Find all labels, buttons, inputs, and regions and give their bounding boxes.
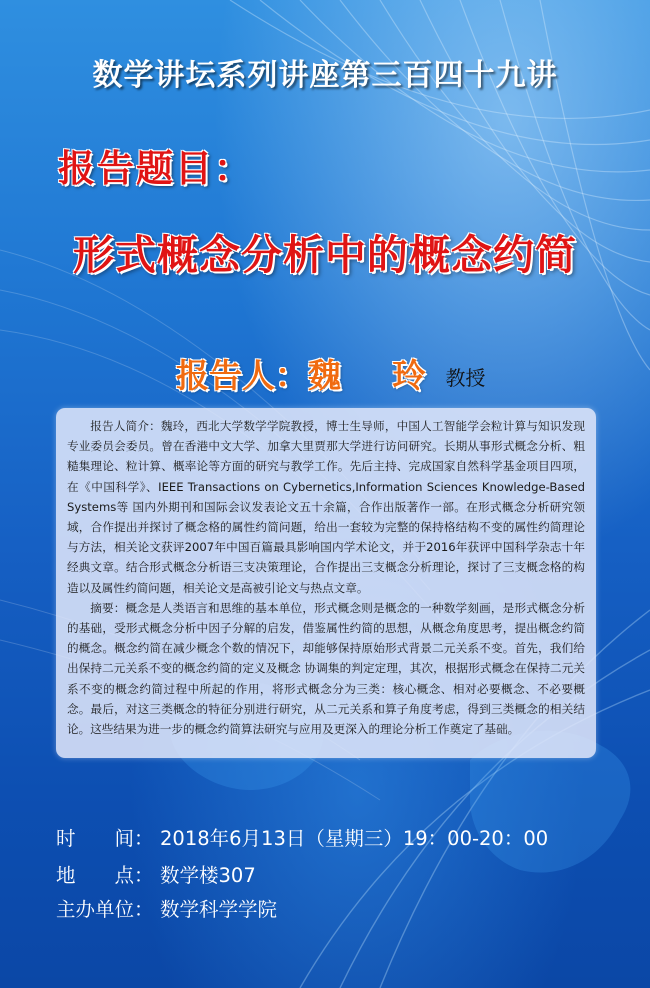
- topic-label: 报告题目：: [58, 147, 253, 190]
- lecture-abstract: 摘要：概念是人类语言和思维的基本单位，形式概念则是概念的一种数学刻画，是形式概念分析的基础，受形式概念分析中因子分解的启发，借鉴属性约简的思想，从概念角度思考，提出概念约简的概念。概念约简在减少概念个数的情况下，却能够保持原始形式背景二元关系不变。首先，我们给出保持二元关系不变的概念约简的定义及概念 协调集的判定定理，其次，根据形式概念在保持二元关系不变的概念约简过程中所起的作用，将形式概念分为三类：核心概念、相对必要概念、不必要概念。最后，对这三类概念的特征分别进行研究，从二元关系和算子角度考虑，得到三类概念的相关结论。这些结果为进一步的概念约简算法研究与应用及更深入的理论分析工作奠定了基础。: [67, 600, 585, 737]
- speaker-label: 报告人：: [176, 356, 308, 395]
- topic-title: 形式概念分析中的概念约简: [73, 231, 577, 279]
- speaker-role: 教授: [445, 366, 486, 390]
- abstract-panel: [56, 408, 596, 758]
- speaker-name: 魏 玲: [308, 356, 446, 395]
- time-value: 2018年6月13日（星期三）19：00-20：00: [160, 827, 549, 850]
- place-value: 数学楼307: [160, 864, 256, 887]
- time-label: 时 间：: [56, 827, 154, 850]
- series-title: 数学讲坛系列讲座第三百四十九讲: [92, 58, 558, 93]
- speaker-row: [176, 350, 486, 397]
- host-row: [56, 894, 277, 922]
- host-value: 数学科学学院: [160, 898, 278, 921]
- speaker-bio: 报告人简介：魏玲，西北大学数学学院教授，博士生导师，中国人工智能学会粒计算与知识发现专业委员会委员。曾在香港中文大学、加拿大里贾那大学进行访问研究。长期从事形式概念分析、粗糙集理论、粒计算、概率论等方面的研究与教学工作。先后主持、完成国家自然科学基金项目四项，在《中国科学》、IEEE Transactions on Cybernetics,Information Sciences Knowledge-Based Systems等 国内外期刊和国际会议发表论文五十余篇，合作出版著作一部。在形式概念分析研究领域，合作提出并探讨了概念格的属性约简问题，给出一套较为完整的保持格结构不变的属性约简理论与方法，相关论文获评2007年中国百篇最具影响国内学术论文，并于2016年获评中国科学杂志十年经典文章。结合形式概念分析语三支决策理论，合作提出三支概念分析理论，探讨了三支概念格的构造以及属性约简问题，相关论文是高被引论文与热点文章。: [67, 419, 585, 595]
- host-label: 主办单位：: [56, 898, 154, 921]
- time-row: [56, 823, 548, 851]
- place-row: [56, 860, 256, 888]
- place-label: 地 点：: [56, 864, 154, 887]
